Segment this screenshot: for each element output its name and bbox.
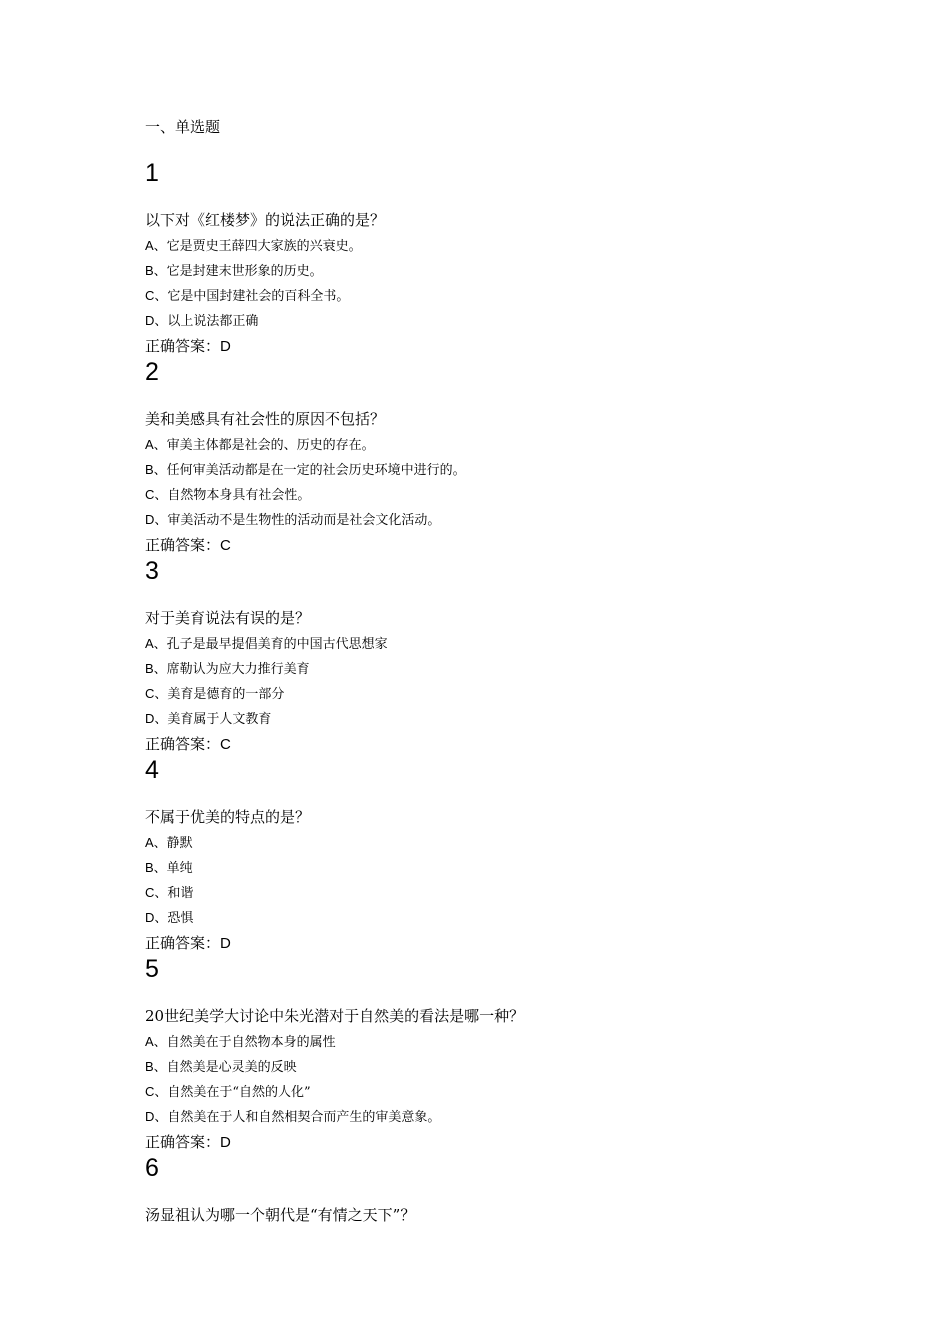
option-text: 它是贾史王薛四大家族的兴衰史。 (166, 239, 362, 254)
option-letter: B、 (145, 860, 167, 875)
answer-option (145, 685, 284, 704)
option-text: 自然美是心灵美的反映 (166, 1060, 297, 1075)
answer-option (145, 859, 193, 878)
option-letter: A、 (145, 636, 167, 651)
document-page (145, 117, 865, 1331)
question-block (145, 734, 865, 952)
answer-option (145, 884, 193, 903)
answer-label: 正确答案： (145, 536, 221, 554)
option-text: 它是中国封建社会的百科全书。 (167, 289, 350, 304)
answer-option (145, 834, 193, 853)
option-letter: C、 (145, 288, 168, 303)
option-text: 孔子是最早提倡美育的中国古代思想家 (166, 637, 388, 652)
answer-option (145, 312, 258, 331)
option-text: 以上说法都正确 (167, 314, 259, 329)
question-text: 以下对《红楼梦》的说法正确的是？ (145, 211, 386, 229)
option-text: 单纯 (166, 861, 193, 876)
question-list (145, 137, 865, 1331)
option-letter: D、 (145, 313, 168, 328)
question-text: 美和美感具有社会性的原因不包括？ (145, 410, 386, 428)
answer-option (145, 1058, 297, 1077)
section-title: 一、单选题 (145, 118, 221, 136)
option-letter: A、 (145, 238, 167, 253)
option-letter: B、 (145, 661, 167, 676)
question-number: 2 (145, 358, 159, 386)
question-block (145, 336, 865, 554)
question-block (145, 1132, 865, 1331)
option-letter: C、 (145, 686, 168, 701)
answer-option (145, 237, 362, 256)
question-text: 对于美育说法有误的是？ (145, 609, 311, 627)
option-letter: D、 (145, 512, 168, 527)
answer-option (145, 511, 440, 530)
option-letter: B、 (145, 263, 167, 278)
question-number: 1 (145, 159, 159, 187)
question-number: 4 (145, 756, 159, 784)
question-text: 汤显祖认为哪一个朝代是“有情之天下”？ (145, 1206, 416, 1224)
option-letter: C、 (145, 1084, 168, 1099)
option-letter: D、 (145, 711, 168, 726)
option-text: 自然美在于自然物本身的属性 (166, 1035, 336, 1050)
answer-value: D (220, 338, 231, 355)
option-text: 美育是德育的一部分 (167, 687, 285, 702)
option-text: 自然美在于人和自然相契合而产生的审美意象。 (167, 1110, 441, 1125)
answer-value: D (220, 935, 231, 952)
answer-option (145, 909, 193, 928)
answer-label: 正确答案： (145, 735, 221, 753)
question-block (145, 933, 865, 1151)
option-text: 任何审美活动都是在一定的社会历史环境中进行的。 (166, 463, 466, 478)
option-text: 自然美在于“自然的人化” (167, 1085, 311, 1100)
question-number: 3 (145, 557, 159, 585)
option-text: 席勒认为应大力推行美育 (166, 662, 310, 677)
answer-value: D (220, 1134, 231, 1151)
question-text: 不属于优美的特点的是？ (145, 808, 311, 826)
option-text: 静默 (166, 836, 193, 851)
option-text: 和谐 (167, 886, 194, 901)
option-letter: B、 (145, 462, 167, 477)
option-letter: C、 (145, 487, 168, 502)
answer-option (145, 635, 388, 654)
option-text: 恐惧 (167, 911, 194, 926)
option-text: 自然物本身具有社会性。 (167, 488, 311, 503)
option-letter: A、 (145, 1034, 167, 1049)
answer-label: 正确答案： (145, 934, 221, 952)
answer-label: 正确答案： (145, 1133, 221, 1151)
option-text: 审美活动不是生物性的活动而是社会文化活动。 (167, 513, 441, 528)
option-text: 审美主体都是社会的、历史的存在。 (166, 438, 375, 453)
answer-option (145, 660, 310, 679)
answer-value: C (220, 736, 231, 753)
answer-option (145, 1108, 440, 1127)
option-letter: A、 (145, 437, 167, 452)
answer-label: 正确答案： (145, 337, 221, 355)
answer-option (145, 461, 466, 480)
option-text: 它是封建末世形象的历史。 (166, 264, 323, 279)
option-letter: C、 (145, 885, 168, 900)
option-letter: A、 (145, 835, 167, 850)
answer-option (145, 287, 349, 306)
option-letter: D、 (145, 1109, 168, 1124)
option-letter: D、 (145, 910, 168, 925)
answer-value: C (220, 537, 231, 554)
question-block (145, 535, 865, 753)
question-block (145, 137, 865, 355)
question-number: 6 (145, 1154, 159, 1182)
answer-option (145, 486, 310, 505)
question-text: 20世纪美学大讨论中朱光潜对于自然美的看法是哪一种？ (145, 1007, 525, 1025)
answer-option (145, 710, 271, 729)
answer-option (145, 436, 375, 455)
option-text: 美育属于人文教育 (167, 712, 272, 727)
question-number: 5 (145, 955, 159, 983)
answer-option (145, 1033, 336, 1052)
answer-option (145, 262, 323, 281)
answer-option (145, 1083, 311, 1102)
option-letter: B、 (145, 1059, 167, 1074)
